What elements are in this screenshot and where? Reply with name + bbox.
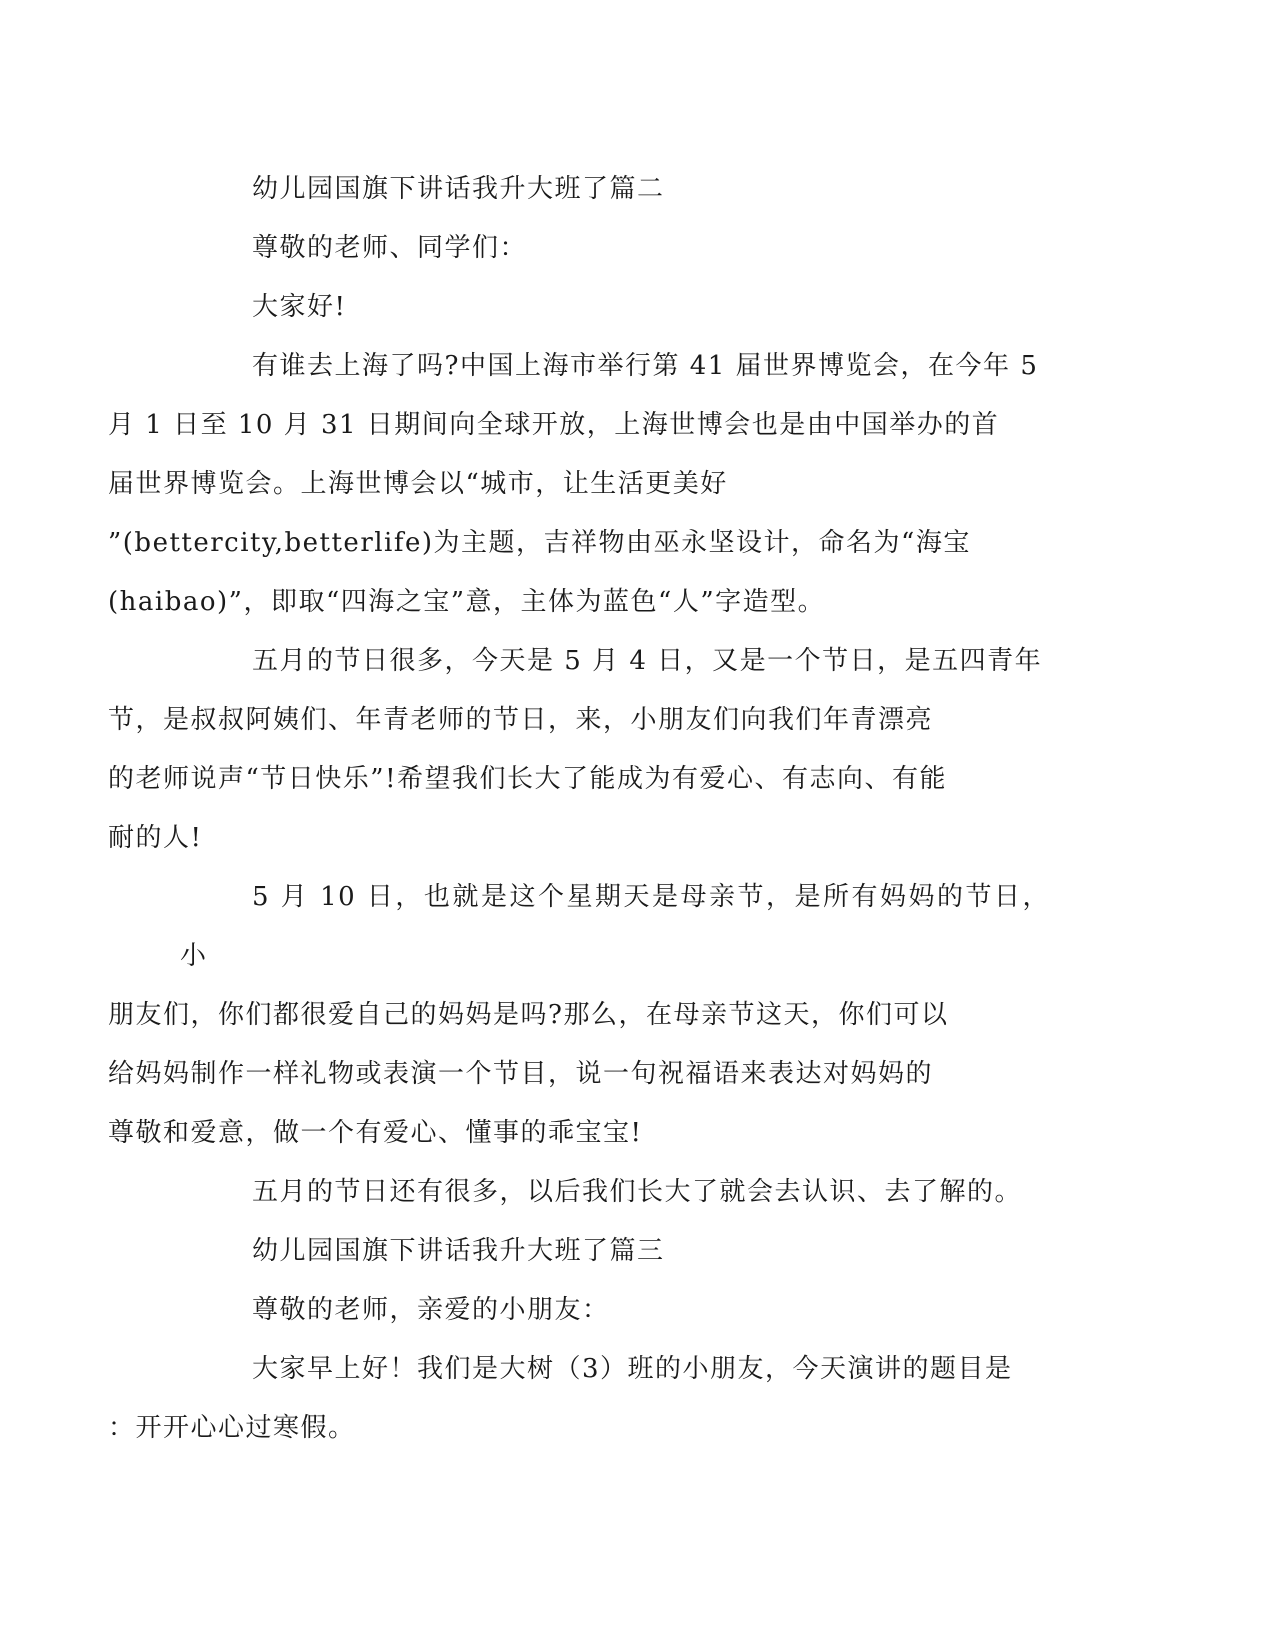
greeting-3	[180, 1281, 1050, 1340]
text-line: 耐的人!	[108, 823, 203, 853]
text-line: 的老师说声“节日快乐”!希望我们长大了能成为有爱心、有志向、有能	[108, 764, 948, 794]
text-line: 尊敬的老师，亲爱的小朋友：	[252, 1295, 610, 1325]
text-line: 五月的节日很多，今天是 5 月 4 日，又是一个节日，是五四青年	[252, 646, 1043, 676]
paragraph-youth-day	[108, 632, 1050, 868]
text-line: 大家早上好！我们是大树（3）班的小朋友，今天演讲的题目是	[252, 1354, 1013, 1384]
text-line: 节，是叔叔阿姨们、年青老师的节日，来，小朋友们向我们年青漂亮	[108, 705, 934, 735]
text-line: ：开开心心过寒假。	[108, 1413, 356, 1443]
text-line: 给妈妈制作一样礼物或表演一个节目，说一句祝福语来表达对妈妈的	[108, 1059, 934, 1089]
text-line: 大家好!	[252, 292, 347, 322]
text-line: 尊敬和爱意，做一个有爱心、懂事的乖宝宝!	[108, 1118, 643, 1148]
text-line: 尊敬的老师、同学们：	[252, 233, 528, 263]
text-line: 幼儿园国旗下讲话我升大班了篇三	[252, 1236, 665, 1266]
hello-2	[180, 278, 1050, 337]
document-body	[108, 160, 1050, 1458]
text-line: 幼儿园国旗下讲话我升大班了篇二	[252, 174, 665, 204]
text-line: 5 月 10 日，也就是这个星期天是母亲节，是所有妈妈的节日，小	[180, 882, 1050, 971]
greeting-2	[180, 219, 1050, 278]
section-heading-2	[180, 160, 1050, 219]
section-heading-3	[180, 1222, 1050, 1281]
text-line: 有谁去上海了吗?中国上海市举行第 41 届世界博览会，在今年 5	[252, 351, 1039, 381]
paragraph-expo	[108, 337, 1050, 632]
text-line: 朋友们，你们都很爱自己的妈妈是吗?那么，在母亲节这天，你们可以	[108, 1000, 949, 1030]
text-line: (haibao)”，即取“四海之宝”意，主体为蓝色“人”字造型。	[108, 587, 826, 617]
text-line: 五月的节日还有很多，以后我们长大了就会去认识、去了解的。	[252, 1177, 1023, 1207]
paragraph-mothers-day	[108, 868, 1050, 1163]
paragraph-more-festivals	[180, 1163, 1050, 1222]
text-line: 届世界博览会。上海世博会以“城市，让生活更美好	[108, 469, 728, 499]
text-line: 月 1 日至 10 月 31 日期间向全球开放，上海世博会也是由中国举办的首	[108, 410, 1000, 440]
paragraph-speech-3	[108, 1340, 1050, 1458]
text-line: ”(bettercity,betterlife)为主题，吉祥物由巫永坚设计，命名为“海宝	[108, 528, 971, 558]
